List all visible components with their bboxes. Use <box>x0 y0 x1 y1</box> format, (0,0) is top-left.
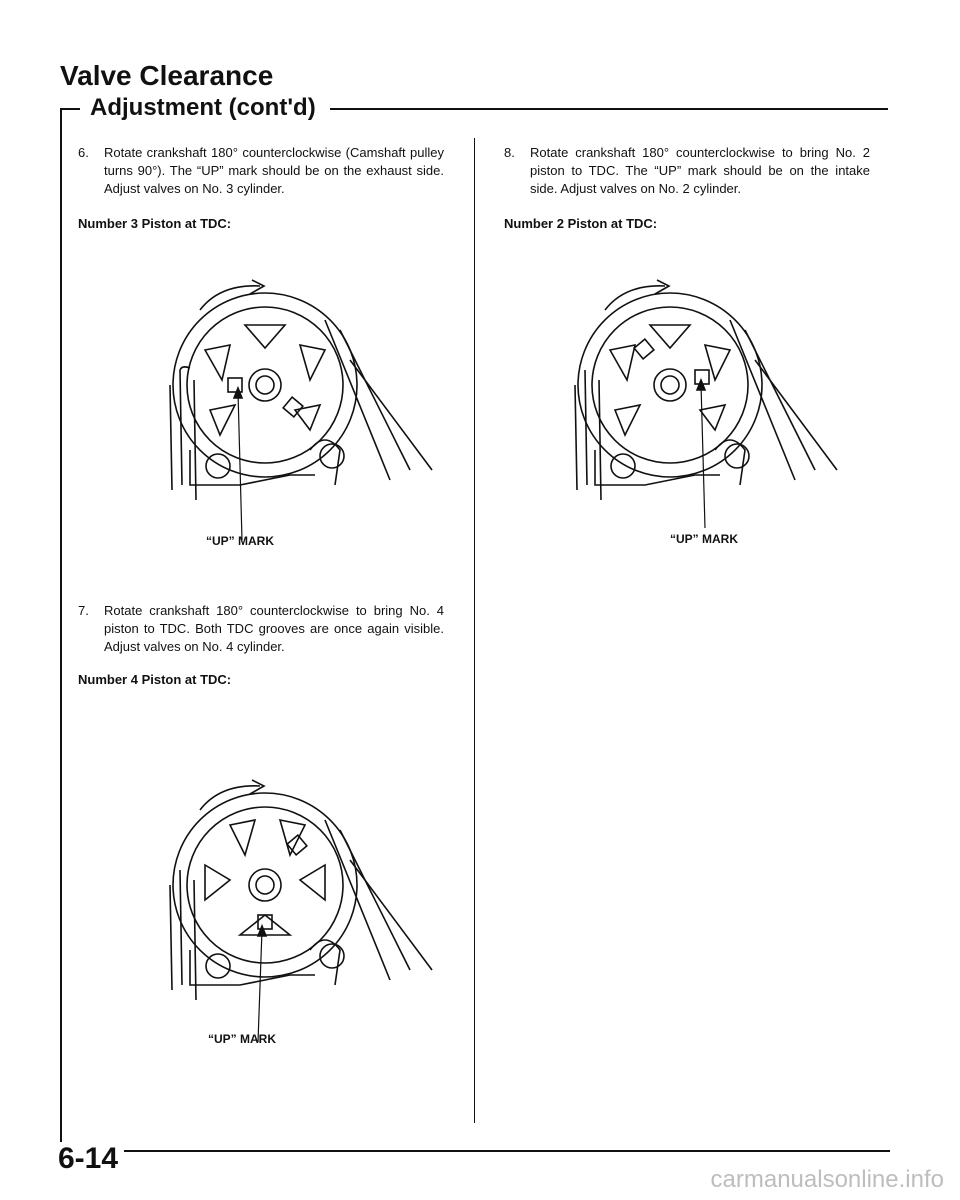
pulley-diagram-no4 <box>150 770 450 1050</box>
step-text: Rotate crankshaft 180° counterclockwise to bring No. 4 piston to TDC. Both TDC grooves are once again visible. Adjust valves on No. 4 cylinder. <box>104 603 444 654</box>
up-mark-label-no2: “UP” MARK <box>670 532 738 546</box>
column-divider <box>474 138 475 1123</box>
frame-bottom-rule <box>60 1150 890 1152</box>
step-text: Rotate crankshaft 180° counterclockwise (Camshaft pulley turns 90°). The “UP” mark should be on the exhaust side. Adjust valves on No. 3 cylinder. <box>104 145 444 196</box>
pulley-diagram-no2 <box>555 270 855 550</box>
step-text: Rotate crankshaft 180° counterclockwise to bring No. 2 piston to TDC. The “UP” mark should be on the intake side. Adjust valves on No. 2 cylinder. <box>530 145 870 196</box>
step-7 <box>78 602 444 656</box>
diagram-caption-no2: Number 2 Piston at TDC: <box>504 216 658 231</box>
page-number: 6-14 <box>58 1142 124 1176</box>
step-number: 6. <box>78 145 89 160</box>
step-number: 8. <box>504 145 515 160</box>
frame-left-rule <box>60 108 62 1151</box>
up-mark-label-no4: “UP” MARK <box>208 1032 276 1046</box>
step-number: 7. <box>78 603 89 618</box>
diagram-caption-no4: Number 4 Piston at TDC: <box>78 672 232 687</box>
frame-top-left-rule <box>60 108 80 110</box>
diagram-caption-no3: Number 3 Piston at TDC: <box>78 216 232 231</box>
watermark: carmanualsonline.info <box>710 1166 944 1193</box>
step-6 <box>78 144 444 198</box>
pulley-diagram-no3 <box>150 270 450 550</box>
up-mark-label-no3: “UP” MARK <box>206 534 274 548</box>
page-title: Valve Clearance <box>60 60 274 91</box>
frame-top-rule <box>330 108 888 110</box>
section-subtitle: Adjustment (cont'd) <box>80 94 326 122</box>
step-8 <box>504 144 870 198</box>
